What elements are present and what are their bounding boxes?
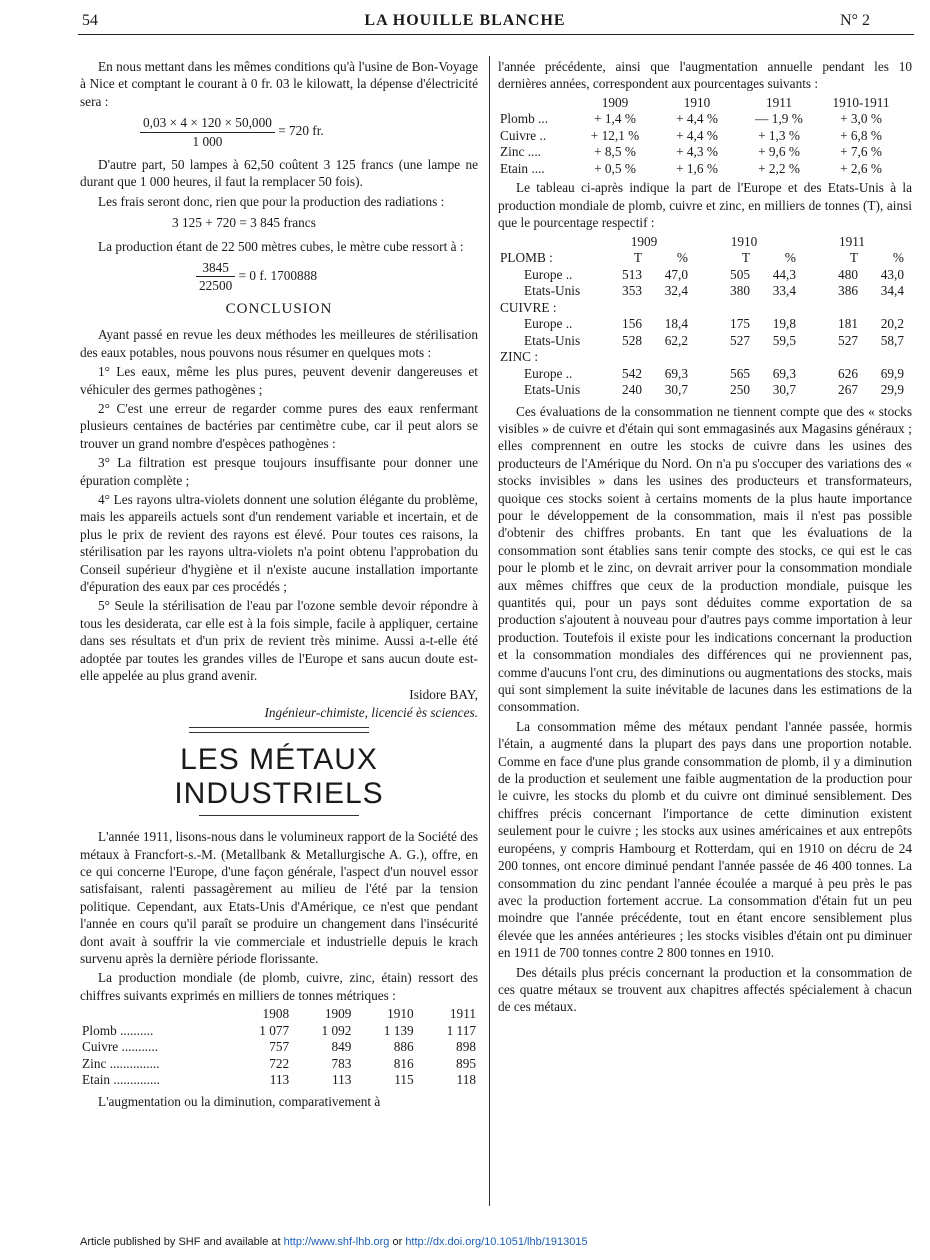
table-cell: 33,4	[772, 283, 796, 299]
table-row	[80, 1056, 478, 1073]
table-row	[80, 1072, 478, 1089]
row-label: Etain ..............	[82, 1072, 160, 1088]
row-label: Zinc ...............	[82, 1055, 160, 1071]
row-label: Cuivre ..	[500, 127, 547, 143]
table-cell: + 8,5 %	[594, 144, 636, 160]
table-cell: 783	[331, 1055, 352, 1071]
left-column	[80, 58, 478, 1112]
production-table	[80, 1006, 478, 1089]
author-title: Ingénieur-chimiste, licencié ès sciences.	[264, 704, 478, 720]
table-cell: 29,9	[880, 382, 904, 398]
paragraph: L'augmentation ou la diminution, comparativement à	[98, 1093, 381, 1109]
paragraph: D'autre part, 50 lampes à 62,50 coûtent 3 125 francs (une lampe ne durant que 1 000 heures, il faut la remplacer 50 fois).	[80, 157, 478, 190]
table-cell: 895	[456, 1055, 476, 1071]
table-cell: 542	[622, 365, 642, 381]
table-cell: 34,4	[880, 283, 904, 299]
footer-text: Article published by SHF and available at	[80, 1236, 284, 1248]
table-cell: 118	[456, 1072, 476, 1088]
paragraph: La production étant de 22 500 mètres cubes, le mètre cube ressort à :	[98, 238, 464, 254]
year-header: 1910	[730, 233, 758, 249]
row-label: Etats-Unis	[524, 332, 581, 348]
paragraph: Des détails plus précis concernant la production et la consommation de ces quatre métaux se trouvent aux chapitres affectés spécialement à chacun de ces métaux.	[498, 964, 912, 1015]
table-cell: 175	[730, 316, 750, 332]
table-cell: 722	[269, 1055, 290, 1071]
footer-link-doi[interactable]: http://dx.doi.org/10.1051/lhb/1913015	[405, 1236, 588, 1248]
table-cell: 757	[269, 1039, 290, 1055]
table-cell: 505	[730, 266, 750, 282]
unit-header: T	[849, 250, 858, 266]
table-cell: 380	[730, 283, 750, 299]
author-name: Isidore BAY,	[409, 687, 478, 703]
table-cell: + 4,3 %	[676, 144, 718, 160]
column-separator	[489, 56, 490, 1206]
table-cell: 1 117	[446, 1022, 476, 1038]
unit-header: %	[784, 250, 796, 266]
row-label: Etain ....	[500, 160, 545, 176]
table-row	[498, 366, 906, 383]
fraction-denominator: 22500	[199, 278, 233, 294]
fraction-numerator: 3845	[196, 259, 235, 277]
table-row	[498, 283, 906, 300]
table-cell: 240	[622, 382, 642, 398]
table-subheader-row	[498, 250, 906, 267]
year-header: 1910	[387, 1006, 414, 1022]
table-cell: 886	[393, 1039, 414, 1055]
row-label: Etats-Unis	[524, 382, 581, 398]
table-cell: 113	[269, 1072, 290, 1088]
table-cell: + 12,1 %	[590, 127, 640, 143]
table-cell: 20,2	[880, 316, 904, 332]
issue-number: N° 2	[840, 12, 870, 29]
table-row	[80, 1039, 478, 1056]
paragraph: En nous mettant dans les mêmes conditions qu'à l'usine de Bon-Voyage à Nice et comptant le courant à 0 fr. 03 le kilowatt, la dépense d'électricité sera :	[80, 59, 478, 109]
year-header: 1908	[262, 1006, 290, 1022]
table-cell: 47,0	[664, 266, 688, 282]
title-rule	[199, 815, 359, 816]
table-row	[498, 267, 906, 284]
table-group-row	[498, 300, 906, 317]
section-title: LES MÉTAUX INDUSTRIELS	[174, 743, 384, 811]
table-cell: 513	[622, 266, 642, 282]
table-cell: 69,9	[880, 365, 904, 381]
year-header: 1911	[838, 233, 866, 249]
table-cell: 528	[622, 332, 642, 348]
table-row	[498, 128, 902, 145]
table-cell: + 7,6 %	[840, 144, 882, 160]
table-row	[498, 333, 906, 350]
table-cell: 849	[331, 1039, 352, 1055]
equation-result: = 720 fr.	[278, 123, 324, 139]
row-label: Plomb ...	[500, 111, 549, 127]
year-header: 1909	[601, 94, 629, 110]
table-cell: 32,4	[664, 283, 688, 299]
table-row	[80, 1023, 478, 1040]
paragraph: l'année précédente, ainsi que l'augmentation annuelle pendant les 10 dernières années, correspondent aux pourcentages suivants :	[498, 59, 912, 92]
paragraph: La production mondiale (de plomb, cuivre, zinc, étain) ressort des chiffres suivants exprimés en milliers de tonnes métriques :	[80, 970, 478, 1003]
paragraph: L'année 1911, lisons-nous dans le volumineux rapport de la Société des métaux à Francfort-s.-M. (Metallbank & Metallurgische A. G.), offre, en ce qui concerne l'Europe, d'une façon générale, l'aspect d'un nouvel essor satisfaisant, ralenti passagèrement au milieu de l'été par la tension politique. Cependant, aux Etats-Unis d'Amérique, ce n'est que pendant l'année en cours qu'il paraît se produire un changement dans l'insécurité dont avait à souffrir la vie commerciale et industrielle depuis le krach survenu après la dernière période florissante.	[80, 829, 478, 967]
equation-cost	[80, 114, 478, 150]
table-cell: 1 092	[321, 1022, 352, 1038]
table-cell: + 1,3 %	[758, 127, 800, 143]
table-cell: + 4,4 %	[676, 127, 718, 143]
table-cell: 115	[394, 1072, 414, 1088]
row-label: Cuivre ...........	[82, 1039, 159, 1055]
table-cell: 527	[838, 332, 858, 348]
table-cell: 30,7	[664, 382, 688, 398]
footer-text: or	[389, 1236, 406, 1248]
table-row	[498, 111, 902, 128]
table-cell: 816	[393, 1055, 414, 1071]
table-cell: 898	[456, 1039, 476, 1055]
table-cell: 58,7	[880, 332, 904, 348]
table-cell: 30,7	[772, 382, 796, 398]
table-cell: 44,3	[772, 266, 796, 282]
table-row	[498, 382, 906, 399]
table-cell: 69,3	[664, 365, 688, 381]
year-header: 1911	[449, 1006, 476, 1022]
table-row	[498, 144, 902, 161]
paragraph: Le tableau ci-après indique la part de l'Europe et des Etats-Unis à la production mondiale de plomb, cuivre et zinc, en milliers de tonnes (T), ainsi que le pourcentage respectif :	[498, 180, 912, 231]
page-number: 54	[82, 12, 98, 29]
journal-title: LA HOUILLE BLANCHE	[364, 12, 566, 29]
table-cell: 250	[730, 382, 750, 398]
year-header: 1909	[630, 233, 658, 249]
equation-total: 3 125 + 720 = 3 845 francs	[172, 215, 316, 231]
unit-header: T	[633, 250, 642, 266]
row-label: Etats-Unis	[524, 283, 581, 299]
share-table	[498, 234, 906, 399]
page-header	[0, 6, 930, 32]
table-group-row	[498, 349, 906, 366]
table-cell: 69,3	[772, 365, 796, 381]
table-cell: 113	[331, 1072, 352, 1088]
unit-header: T	[741, 250, 750, 266]
unit-header: %	[676, 250, 688, 266]
table-header-row	[498, 234, 906, 251]
table-cell: + 2,6 %	[840, 160, 882, 176]
header-rule	[78, 34, 914, 35]
row-label: Europe ..	[524, 365, 573, 381]
unit-header: %	[892, 250, 904, 266]
paragraph: Ces évaluations de la consommation ne tiennent compte que des « stocks visibles » de cuivre et d'étain qui sont emmagasinés aux Magasins généraux ; elles comprennent en outre les stocks de cuivre dans les usines des producteurs de l'Amérique du Nord. On n'a pu s'occuper des variations des « stocks invisibles » dans les usines des producteurs et transformateurs, quoique ces stocks soient à certains moments de la plus haute importance pour le développement de la consommation, mais il n'est pas possible d'obtenir des chiffres probants. En tant que les évaluations de la consommation sont établies sans tenir compte des stocks, ce qui est le cas pour le plomb et le zinc, on devrait arriver pour la consommation mondiale aux mêmes chiffres que ceux de la production mondiale, puisque les quantités qui, pour un pays sont déduites comme exportation de sa production s'ajoutent à nouveau pour d'autres pays comme importation à leur production. Toutefois il existe pour les indications concernant la production et la consommation mondiales des différences qui ne proviennent pas, comme d'aucuns l'ont cru, des diminutions ou augmentations des stocks, mais qui sont simplement la suite inévitable de lacunes dans les estimations de la consommation.	[498, 403, 912, 715]
table-cell: + 2,2 %	[758, 160, 800, 176]
table-cell: 18,4	[664, 316, 688, 332]
table-cell: 353	[622, 283, 642, 299]
table-cell: + 6,8 %	[840, 127, 882, 143]
table-cell: 59,5	[772, 332, 796, 348]
table-cell: 386	[838, 283, 858, 299]
year-header: 1911	[765, 94, 793, 110]
row-label: Plomb ..........	[82, 1022, 154, 1038]
table-header-row	[80, 1006, 478, 1023]
year-header: 1910	[683, 94, 711, 110]
fraction	[196, 259, 235, 295]
footer-link-site[interactable]: http://www.shf-lhb.org	[283, 1236, 390, 1248]
table-cell: 1 077	[259, 1022, 290, 1038]
footer	[80, 1236, 588, 1248]
paragraph: Ayant passé en revue les deux méthodes les meilleures de stérilisation des eaux potables, nous pouvons nous résumer en quelques mots :	[80, 327, 478, 360]
table-cell: 527	[730, 332, 750, 348]
right-column	[498, 58, 912, 1018]
table-cell: 156	[622, 316, 642, 332]
fraction-numerator: 0,03 × 4 × 120 × 50,000	[140, 114, 275, 132]
table-cell: 19,8	[772, 316, 796, 332]
paragraph: Les frais seront donc, rien que pour la production des radiations :	[98, 193, 445, 209]
table-cell: 62,2	[664, 332, 688, 348]
table-cell: + 9,6 %	[758, 144, 800, 160]
year-header: 1910-1911	[832, 94, 890, 110]
row-label: Zinc ....	[500, 144, 541, 160]
metal-label: ZINC :	[500, 349, 539, 365]
table-cell: 43,0	[880, 266, 904, 282]
fraction-denominator: 1 000	[192, 133, 223, 149]
table-cell: 181	[838, 316, 858, 332]
row-label: Europe ..	[524, 266, 573, 282]
table-cell: + 1,6 %	[676, 160, 718, 176]
table-cell: 480	[838, 266, 858, 282]
conclusion-item: 5° Seule la stérilisation de l'eau par l'ozone semble devoir répondre à tous les desiderata, car elle est à la fois simple, facile à appliquer, certaine dans ses résultats et d'un prix de revient très minime. Aussi a-t-elle été adoptée par toutes les grandes villes de l'Europe et sans aucun doute est-elle appelée au plus grand avenir.	[80, 598, 478, 683]
conclusion-item: 3° La filtration est presque toujours insuffisante pour donner une épuration complète ;	[80, 455, 478, 488]
table-cell: 1 139	[383, 1022, 414, 1038]
conclusion-heading: CONCLUSION	[225, 300, 333, 317]
table-cell: + 3,0 %	[840, 111, 882, 127]
percentage-table	[498, 95, 902, 178]
table-cell: + 4,4 %	[676, 111, 718, 127]
table-header-row	[498, 95, 902, 112]
conclusion-item: 2° C'est une erreur de regarder comme pures des eaux renfermant plusieurs centaines de bactéries par centimètre cube, car il peut alors se trouver un grand nombre d'espèces pathogènes :	[80, 400, 478, 451]
year-header: 1909	[324, 1006, 352, 1022]
row-label: Europe ..	[524, 316, 573, 332]
fraction	[140, 114, 275, 150]
table-row	[498, 316, 906, 333]
paragraph: La consommation même des métaux pendant l'année passée, hormis l'étain, a augmenté dans la plupart des pays dans une proportion notable. Comme en face d'une plus grande consommation de plomb, il y a diminution de la production et seulement une faible augmentation de la production pour le cuivre, les stocks du plomb et du cuivre ont diminué sensiblement. Des chiffres précis concernant l'importance de cette diminution existent seulement pour le cuivre ; les stocks aux usines américaines et aux entrepôts européens, y compris Hambourg et Rotterdam, qui en 1910 on décru de 24 200 tonnes, ont encore diminué pendant l'année passée de 46 400 tonnes. La consommation du zinc pendant l'année écoulée a marqué à peu près le pas avec la production fortement accrue. La consommation d'étain fut un peu moindre que l'année précédente, tout en étant encore sensiblement plus élevée que les années antérieures ; les stocks visibles d'étain ont pu diminuer en 1911 de 700 tonnes contre 2 800 tonnes en 1910.	[498, 718, 912, 961]
equation-result: = 0 f. 1700888	[238, 268, 317, 284]
conclusion-item: 1° Les eaux, même les plus pures, peuvent devenir dangereuses et véhiculer des germes pathogènes ;	[80, 364, 478, 397]
table-cell: 267	[838, 382, 858, 398]
table-cell: + 1,4 %	[594, 111, 636, 127]
metal-label: PLOMB :	[500, 250, 553, 266]
conclusion-item: 4° Les rayons ultra-violets donnent une solution élégante du problème, mais les appareils actuels sont d'un rendement variable et incertain, et de plus le prix de revient des rayons est élevé. Pour toutes ces raisons, la stérilisation par les rayons ultra-violets n'a point obtenu l'approbation du Conseil supérieur d'hygiène et il n'existe aucune installation importante d'épuration des eaux par ces procédés ;	[80, 491, 478, 594]
table-cell: 565	[730, 365, 750, 381]
table-row	[498, 161, 902, 178]
ornament-divider	[189, 727, 369, 733]
table-cell: + 0,5 %	[594, 160, 636, 176]
metal-label: CUIVRE :	[500, 299, 557, 315]
equation-unit-cost	[80, 259, 478, 295]
table-cell: — 1,9 %	[755, 111, 803, 127]
table-cell: 626	[838, 365, 858, 381]
